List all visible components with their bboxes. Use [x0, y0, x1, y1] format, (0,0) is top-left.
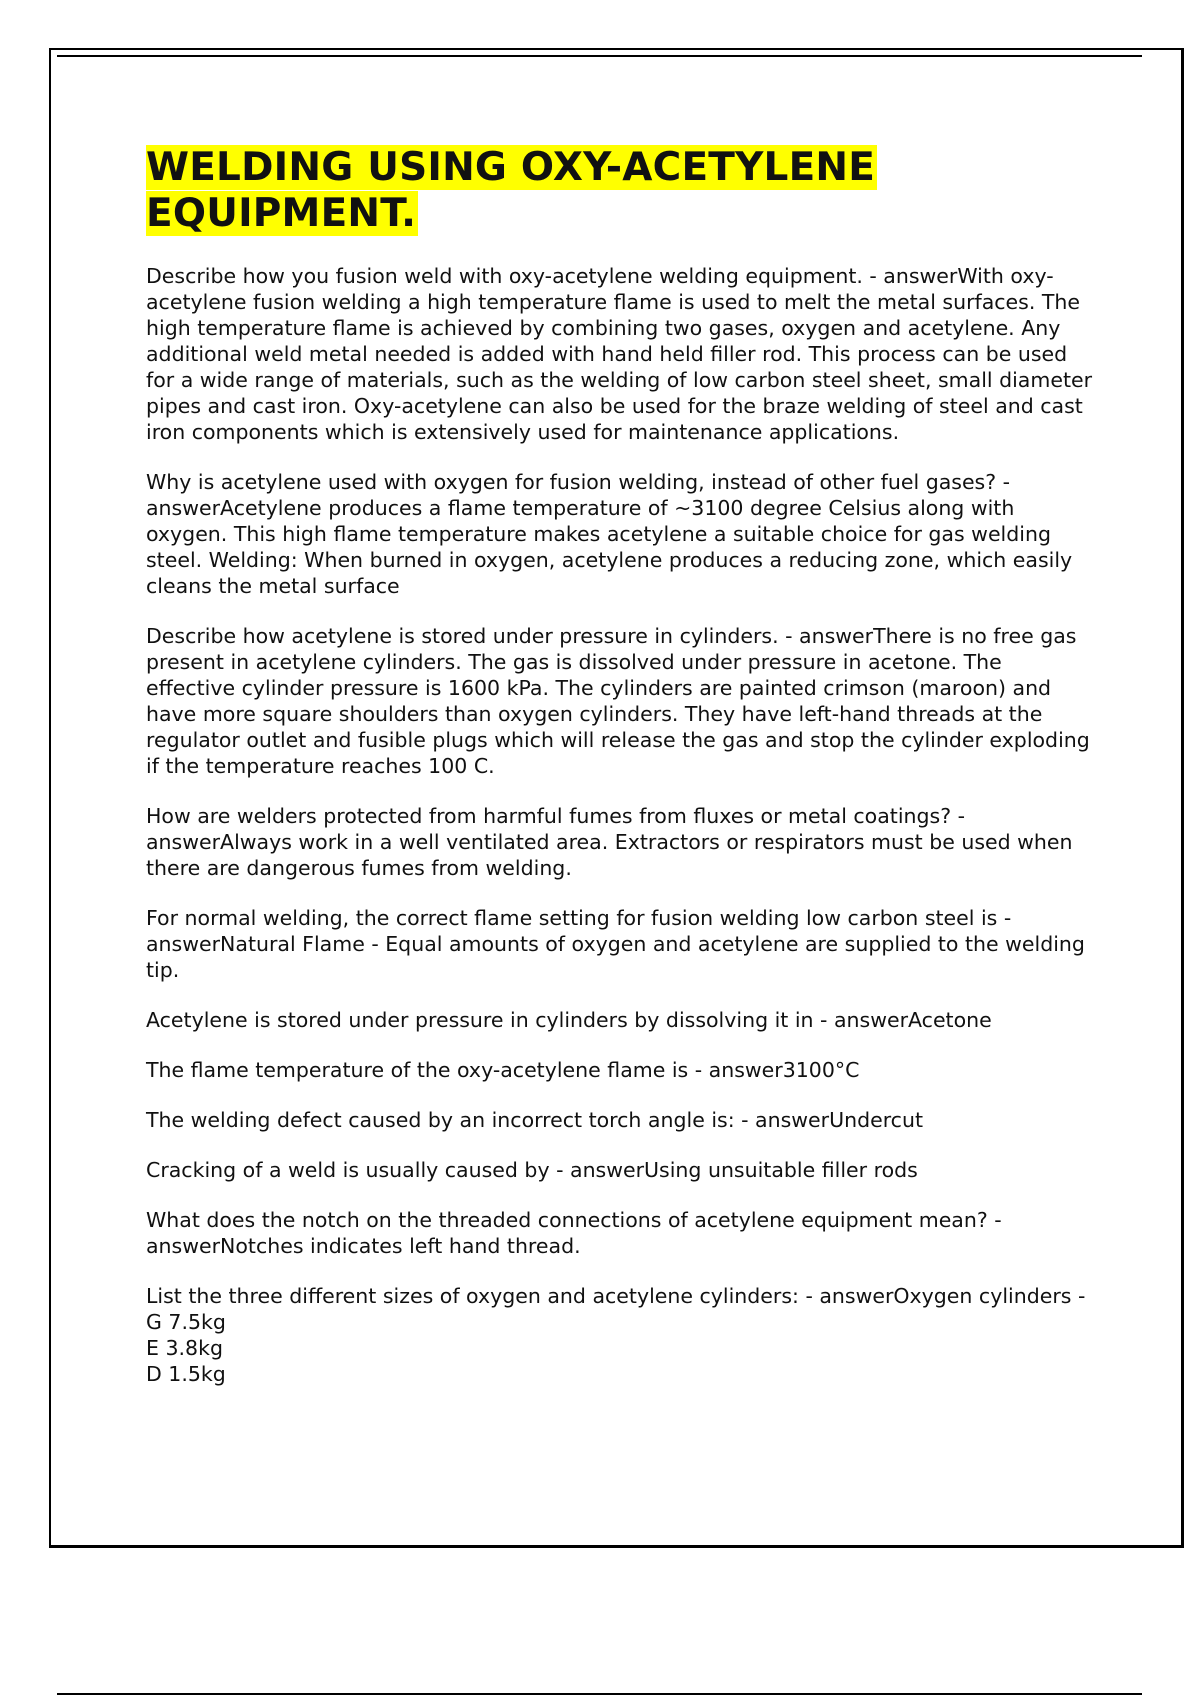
bottom-rule	[57, 1693, 1142, 1695]
qa-item-6: Acetylene is stored under pressure in cylinders by dissolving it in - answerAcetone	[146, 1008, 992, 1032]
qa-item-4: How are welders protected from harmful fumes from fluxes or metal coatings? - answerAlways work in a well ventilated area. Extractors or respirators must be used when there are dangerous fumes from welding.	[146, 804, 1073, 880]
top-rule	[57, 55, 1142, 57]
title-highlight: WELDING USING OXY-ACETYLENE EQUIPMENT.	[146, 145, 876, 236]
qa-item-5: For normal welding, the correct flame setting for fusion welding low carbon steel is - answerNatural Flame - Equal amounts of oxygen and acetylene are supplied to the welding tip.	[146, 906, 1085, 982]
qa-item-8: The welding defect caused by an incorrect torch angle is: - answerUndercut	[146, 1108, 923, 1132]
qa-item-11: List the three different sizes of oxygen and acetylene cylinders: - answerOxygen cylinders - G 7.5kg E 3.8kg D 1.5kg	[146, 1284, 1086, 1386]
document-body	[146, 145, 1096, 1411]
qa-item-3: Describe how acetylene is stored under pressure in cylinders. - answerThere is no free gas present in acetylene cylinders. The gas is dissolved under pressure in acetone. The effective cylinder pressure is 1600 kPa. The cylinders are painted crimson (maroon) and have more square shoulders than oxygen cylinders. They have left-hand threads at the regulator outlet and fusible plugs which will release the gas and stop the cylinder exploding if the temperature reaches 100 C.	[146, 624, 1090, 778]
document-title	[146, 145, 1096, 237]
qa-item-2: Why is acetylene used with oxygen for fusion welding, instead of other fuel gases? - answerAcetylene produces a flame temperature of ~3100 degree Celsius along with oxygen. This high flame temperature makes acetylene a suitable choice for gas welding steel. Welding: When burned in oxygen, acetylene produces a reducing zone, which easily cleans the metal surface	[146, 470, 1073, 598]
qa-item-1: Describe how you fusion weld with oxy-acetylene welding equipment. - answerWith oxy-acetylene fusion welding a high temperature flame is used to melt the metal surfaces. The high temperature flame is achieved by combining two gases, oxygen and acetylene. Any additional weld metal needed is added with hand held filler rod. This process can be used for a wide range of materials, such as the welding of low carbon steel sheet, small diameter pipes and cast iron. Oxy-acetylene can also be used for the braze welding of steel and cast iron components which is extensively used for maintenance applications.	[146, 264, 1093, 444]
qa-item-9: Cracking of a weld is usually caused by - answerUsing unsuitable filler rods	[146, 1158, 918, 1182]
qa-item-10: What does the notch on the threaded connections of acetylene equipment mean? - answerNotches indicates left hand thread.	[146, 1208, 1002, 1258]
qa-item-7: The flame temperature of the oxy-acetylene flame is - answer3100°C	[146, 1058, 860, 1082]
